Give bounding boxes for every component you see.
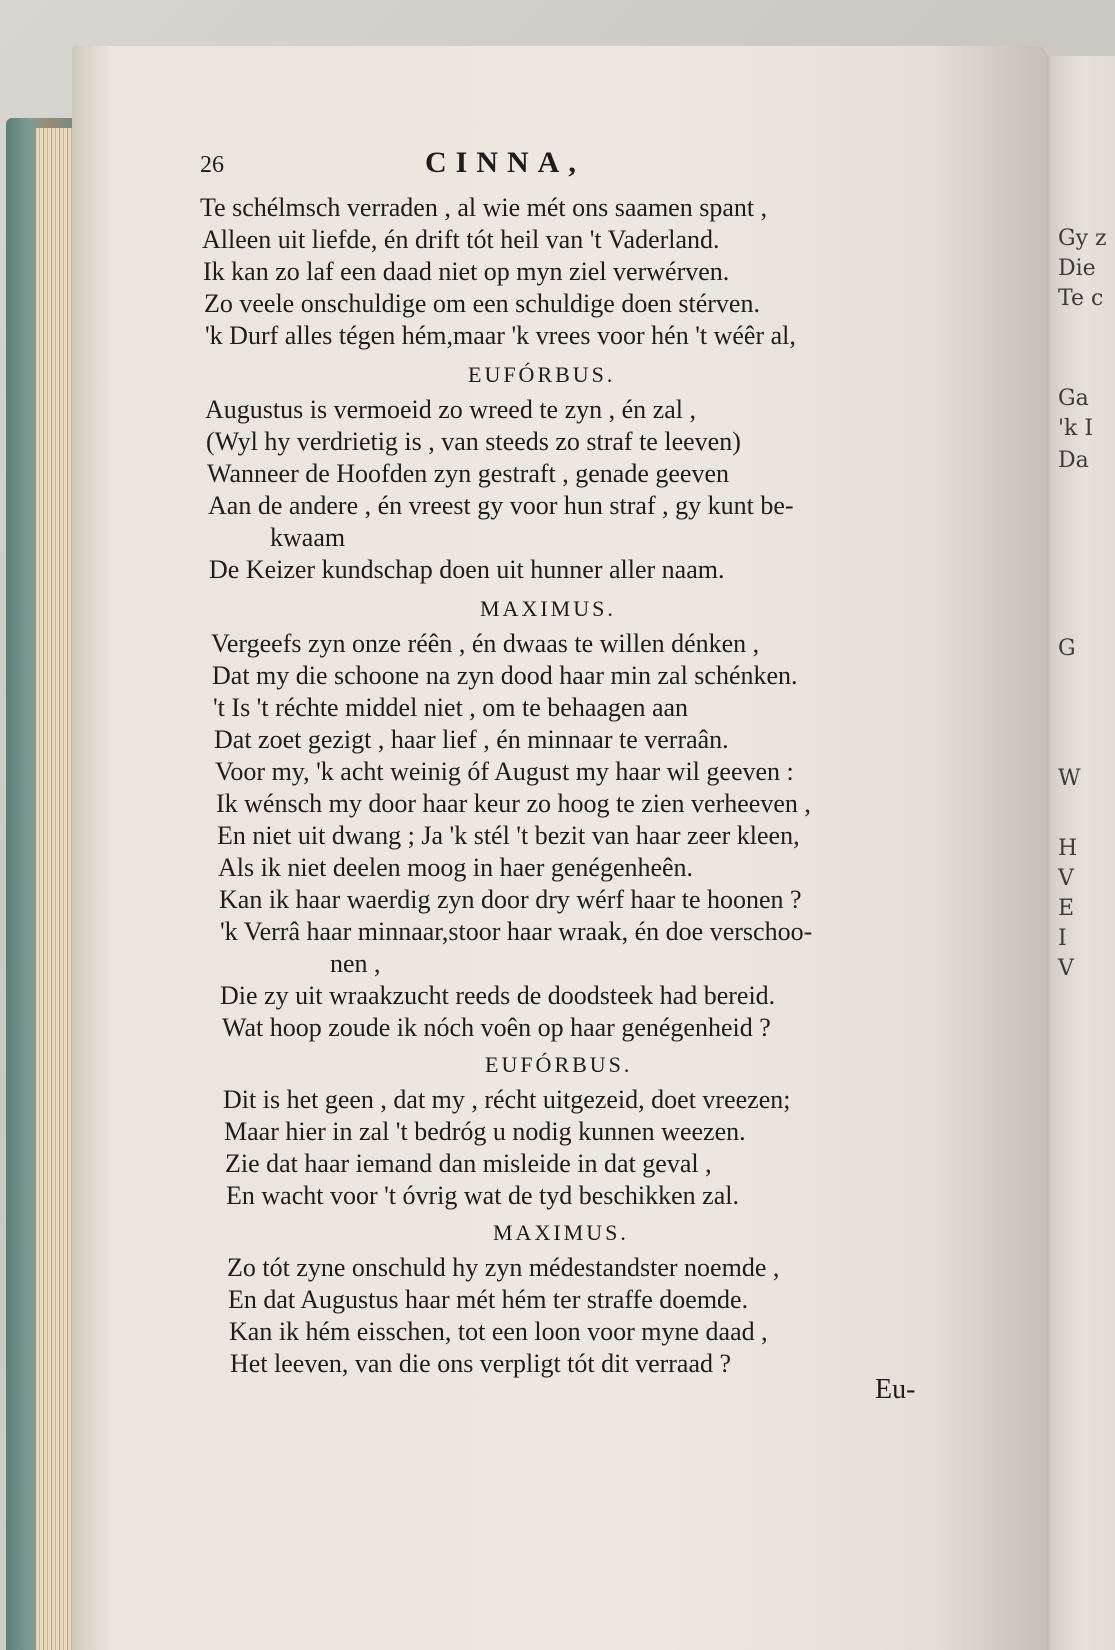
verse-line: Het leeven, van die ons verpligt tót dit verraad ? <box>230 1349 732 1378</box>
speaker-name: EUFÓRBUS. <box>485 1052 633 1077</box>
verse-line: En dat Augustus haar mét hém ter straffe doemde. <box>228 1285 749 1314</box>
facing-page-fragment: G <box>1058 636 1076 661</box>
facing-page-fragment: E <box>1058 896 1075 921</box>
verse-line: Aan de andere , én vreest gy voor hun straf , gy kunt be- <box>208 491 794 520</box>
facing-page-fragment: Die <box>1058 256 1096 281</box>
verse-line: Zie dat haar iemand dan misleide in dat geval , <box>225 1149 712 1178</box>
verse-line: 't Is 't réchte middel niet , om te behaagen aan <box>213 693 689 722</box>
verse-line: 'k Verrâ haar minnaar,stoor haar wraak, én doe verschoo- <box>220 917 813 946</box>
facing-page-fragment: Gy z <box>1058 226 1107 251</box>
verse-line: Kan ik hém eisschen, tot een loon voor myne daad , <box>229 1317 768 1346</box>
speaker-name: MAXIMUS. <box>493 1220 629 1245</box>
verse-line: Dat zoet gezigt , haar lief , én minnaar te verraân. <box>214 725 729 754</box>
verse-line: Te schélmsch verraden , al wie mét ons saamen spant , <box>200 193 768 222</box>
verse-line: Als ik niet deelen moog in haer genégenheên. <box>218 853 694 882</box>
facing-page-fragment: Ga <box>1058 386 1089 411</box>
facing-page-fragment: V <box>1058 956 1074 981</box>
verse-line: Ik kan zo laf een daad niet op myn ziel verwérven. <box>203 257 730 286</box>
verse-line: Wanneer de Hoofden zyn gestraft , genade geeven <box>207 459 729 488</box>
facing-page-fragment: Da <box>1058 448 1089 473</box>
running-title: CINNA, <box>425 146 585 179</box>
verse-line: De Keizer kundschap doen uit hunner aller naam. <box>209 555 725 584</box>
verse-line: Augustus is vermoeid zo wreed te zyn , én zal , <box>205 395 696 424</box>
verse-line: Zo tót zyne onschuld hy zyn médestandster noemde , <box>227 1253 780 1282</box>
facing-page-fragment: Te c <box>1058 286 1104 311</box>
verse-turnover: kwaam <box>270 523 346 552</box>
speaker-name: EUFÓRBUS. <box>468 362 616 387</box>
verse-line: Maar hier in zal 't bedróg u nodig kunnen weezen. <box>224 1117 746 1146</box>
verse-line: 'k Durf alles tégen hém,maar 'k vrees voor hén 't wéêr al, <box>205 321 796 350</box>
verse-line: Wat hoop zoude ik nóch voên op haar genégenheid ? <box>222 1013 771 1042</box>
verse-line: Vergeefs zyn onze réên , én dwaas te willen dénken , <box>211 629 760 658</box>
verse-line: Ik wénsch my door haar keur zo hoog te zien verheeven , <box>216 789 811 818</box>
verse-line: Voor my, 'k acht weinig óf August my haar wil geeven : <box>215 757 794 786</box>
verse-line: Zo veele onschuldige om een schuldige doen stérven. <box>204 289 760 318</box>
facing-page-fragment: V <box>1058 866 1074 891</box>
page-number: 26 <box>200 152 224 178</box>
verse-line: Kan ik haar waerdig zyn door dry wérf haar te hoonen ? <box>219 885 802 914</box>
facing-page <box>1040 56 1115 1650</box>
facing-page-fragment: I <box>1058 926 1067 951</box>
verse-line: Dat my die schoone na zyn dood haar min zal schénken. <box>212 661 798 690</box>
facing-page-fragment: H <box>1058 836 1078 861</box>
verse-line: (Wyl hy verdrietig is , van steeds zo straf te leeven) <box>206 427 741 456</box>
verse-line: En wacht voor 't óvrig wat de tyd beschikken zal. <box>226 1181 739 1210</box>
verse-turnover: nen , <box>330 949 381 978</box>
facing-page-fragment: W <box>1058 766 1081 791</box>
verse-line: Alleen uit liefde, én drift tót heil van 't Vaderland. <box>202 225 720 254</box>
catchword: Eu- <box>875 1374 916 1405</box>
verse-line: Dit is het geen , dat my , récht uitgezeid, doet vreezen; <box>223 1085 791 1114</box>
verse-line: En niet uit dwang ; Ja 'k stél 't bezit van haar zeer kleen, <box>217 821 800 850</box>
facing-page-fragment: 'k I <box>1058 416 1094 441</box>
speaker-name: MAXIMUS. <box>480 596 616 621</box>
verse-line: Die zy uit wraakzucht reeds de doodsteek had bereid. <box>220 981 776 1010</box>
